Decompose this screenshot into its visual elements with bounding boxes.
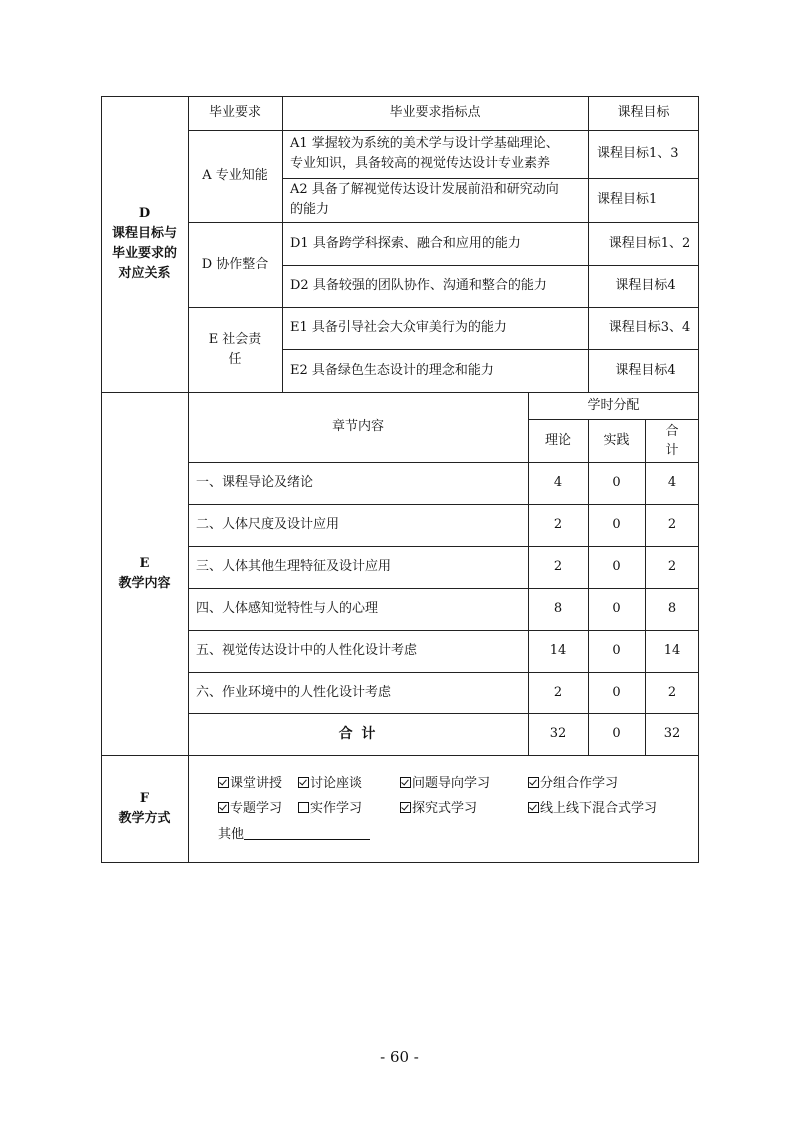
section-d-label-line: 课程目标与: [111, 226, 177, 241]
section-e-label: E 教学内容: [118, 555, 171, 591]
checkbox-checked-icon[interactable]: [218, 802, 229, 813]
theory-cell: 2: [553, 517, 563, 532]
header-theory: 理论: [544, 432, 571, 448]
requirement-a: A 专业知能: [202, 168, 268, 183]
header-chapter: 章节内容: [331, 419, 384, 434]
theory-cell: 4: [553, 475, 563, 490]
checkbox-checked-icon[interactable]: [528, 777, 539, 788]
section-divider: [101, 755, 699, 756]
theory-cell: 8: [553, 601, 563, 616]
requirement-e: E 社会责 任: [208, 331, 262, 367]
header-total: 合 计: [665, 423, 679, 458]
objective-d1: 课程目标1、2: [608, 235, 691, 251]
chapter-cell: 三、人体其他生理特征及设计应用: [196, 559, 392, 574]
checkbox-unchecked-icon[interactable]: [298, 802, 309, 813]
method-discussion[interactable]: 讨论座谈: [298, 774, 362, 794]
method-group-work[interactable]: 分组合作学习: [528, 774, 618, 794]
total-cell: 2: [667, 684, 677, 700]
indicator-e1: E1 具备引导社会大众审美行为的能力: [290, 320, 507, 335]
indicator-d2: D2 具备较强的团队协作、沟通和整合的能力: [290, 278, 547, 293]
section-e-letter: E: [139, 555, 150, 571]
chapter-cell: 四、人体感知觉特性与人的心理: [196, 601, 379, 616]
total-cell: 4: [667, 475, 677, 490]
objective-e2: 课程目标4: [615, 362, 676, 378]
objective-a2: 课程目标1: [597, 192, 658, 207]
section-f-letter: F: [139, 791, 150, 806]
section-d-label-line: 毕业要求的: [111, 246, 177, 261]
summary-theory: 32: [549, 726, 567, 741]
total-cell: 8: [667, 601, 677, 616]
divider: [282, 96, 283, 392]
summary-total: 32: [663, 726, 681, 741]
summary-label: 合 计: [338, 726, 378, 742]
objective-e1: 课程目标3、4: [608, 320, 691, 335]
checkbox-checked-icon[interactable]: [218, 777, 229, 788]
chapter-cell: 六、作业环境中的人性化设计考虑: [196, 684, 392, 700]
checkbox-checked-icon[interactable]: [400, 802, 411, 813]
checkbox-checked-icon[interactable]: [528, 802, 539, 813]
chapter-cell: 二、人体尺度及设计应用: [196, 517, 340, 532]
summary-practice: 0: [612, 726, 621, 741]
requirement-d: D 协作整合: [201, 256, 269, 272]
indicator-d1: D1 具备跨学科探索、融合和应用的能力: [290, 235, 521, 251]
checkbox-checked-icon[interactable]: [400, 777, 411, 788]
header-indicator: 毕业要求指标点: [389, 105, 481, 120]
method-other: [218, 825, 370, 845]
header-practice: 实践: [603, 432, 630, 448]
page-number: - 60 -: [380, 1048, 419, 1066]
section-d-label: [101, 96, 188, 392]
method-problem-based[interactable]: 问题导向学习: [400, 774, 490, 794]
practice-cell: 0: [612, 643, 621, 658]
practice-cell: 0: [612, 559, 621, 574]
section-d-label-line: 对应关系: [118, 266, 171, 281]
section-f-label: F 教学方式: [118, 791, 171, 826]
theory-cell: 2: [553, 684, 563, 700]
objective-a1: 课程目标1、3: [597, 146, 679, 161]
indicator-a1: A1 掌握较为系统的美术学与设计学基础理论、 专业知识，具备较高的视觉传达设计专业素养: [290, 136, 559, 171]
chapter-cell: 五、视觉传达设计中的人性化设计考虑: [196, 643, 418, 658]
method-inquiry[interactable]: 探究式学习: [400, 799, 477, 819]
practice-cell: 0: [612, 475, 621, 490]
divider: [588, 96, 589, 392]
practice-cell: 0: [612, 517, 621, 532]
total-cell: 2: [667, 517, 677, 532]
method-blended[interactable]: 线上线下混合式学习: [528, 799, 657, 819]
section-d-letter: D: [138, 206, 151, 221]
indicator-a2: A2 具备了解视觉传达设计发展前沿和研究动向 的能力: [290, 182, 559, 217]
chapter-cell: 一、课程导论及绪论: [196, 475, 314, 490]
header-objective: 课程目标: [617, 105, 670, 120]
total-cell: 14: [663, 643, 681, 658]
method-practice-study[interactable]: 实作学习: [298, 799, 362, 819]
method-topic-study[interactable]: 专题学习: [218, 799, 282, 819]
objective-d2: 课程目标4: [615, 278, 676, 293]
header-hours: 学时分配: [587, 397, 640, 413]
practice-cell: 0: [612, 684, 621, 700]
theory-cell: 14: [549, 643, 567, 658]
practice-cell: 0: [612, 601, 621, 616]
other-blank-field[interactable]: [244, 825, 370, 840]
theory-cell: 2: [553, 559, 563, 574]
total-cell: 2: [667, 559, 677, 574]
method-lecture[interactable]: 课堂讲授: [218, 774, 282, 794]
other-label: 其他: [218, 827, 245, 842]
header-requirement: 毕业要求: [208, 105, 261, 120]
checkbox-checked-icon[interactable]: [298, 777, 309, 788]
indicator-e2: E2 具备绿色生态设计的理念和能力: [290, 362, 494, 378]
